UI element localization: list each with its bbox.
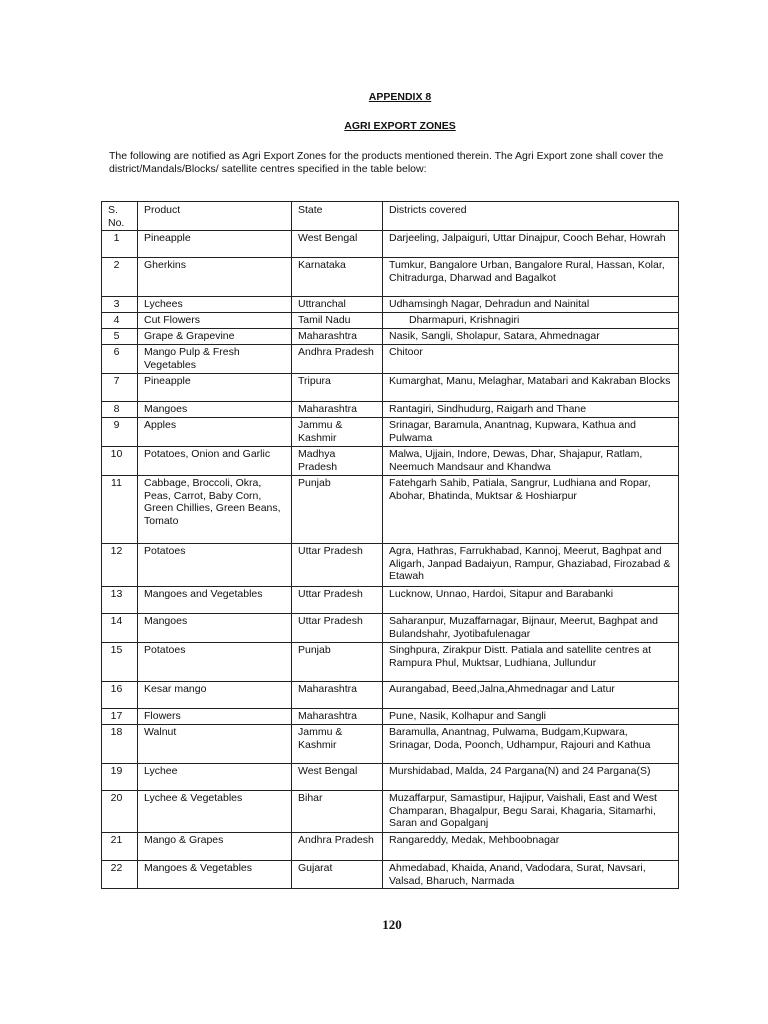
cell-districts: Rantagiri, Sindhudurg, Raigarh and Thane (383, 402, 679, 418)
table-row (102, 447, 679, 476)
cell-product: Mangoes (138, 402, 292, 418)
cell-state: Uttar Pradesh (292, 614, 383, 643)
cell-districts: Saharanpur, Muzaffarnagar, Bijnaur, Meerut, Baghpat and Bulandshahr, Jyotibafulenagar (383, 614, 679, 643)
cell-state: Maharashtra (292, 329, 383, 345)
table-row (102, 544, 679, 587)
cell-sno: 17 (102, 709, 138, 725)
cell-product: Cut Flowers (138, 313, 292, 329)
cell-districts: Agra, Hathras, Farrukhabad, Kannoj, Meerut, Baghpat and Aligarh, Janpad Badaiyun, Rampur, Ghaziabad, Firozabad & Etawah (383, 544, 679, 587)
cell-sno: 19 (102, 764, 138, 791)
cell-sno: 12 (102, 544, 138, 587)
cell-product: Walnut (138, 725, 292, 764)
cell-districts: Kumarghat, Manu, Melaghar, Matabari and Kakraban Blocks (383, 374, 679, 402)
cell-state: Jammu & Kashmir (292, 418, 383, 447)
cell-sno: 13 (102, 587, 138, 614)
cell-product: Gherkins (138, 258, 292, 297)
page-title: AGRI EXPORT ZONES (344, 120, 456, 132)
cell-districts: Malwa, Ujjain, Indore, Dewas, Dhar, Shajapur, Ratlam, Neemuch Mandsaur and Khandwa (383, 447, 679, 476)
table-body (102, 231, 679, 889)
cell-sno: 15 (102, 643, 138, 682)
page-number: 120 (382, 917, 402, 932)
cell-districts: Lucknow, Unnao, Hardoi, Sitapur and Barabanki (383, 587, 679, 614)
cell-state: West Bengal (292, 764, 383, 791)
cell-sno: 21 (102, 833, 138, 861)
table-row (102, 725, 679, 764)
cell-product: Kesar mango (138, 682, 292, 709)
agri-export-zones-table (101, 201, 679, 889)
cell-districts: Tumkur, Bangalore Urban, Bangalore Rural, Hassan, Kolar, Chitradurga, Dharwad and Bagalkot (383, 258, 679, 297)
cell-state: Andhra Pradesh (292, 833, 383, 861)
cell-sno: 14 (102, 614, 138, 643)
cell-districts: Muzaffarpur, Samastipur, Hajipur, Vaishali, East and West Champaran, Bhagalpur, Begu Sarai, Khagaria, Sitamarhi, Saran and Gopalganj (383, 791, 679, 833)
cell-product: Apples (138, 418, 292, 447)
table-row (102, 231, 679, 258)
cell-state: Andhra Pradesh (292, 345, 383, 374)
cell-product: Pineapple (138, 374, 292, 402)
cell-state: Uttar Pradesh (292, 544, 383, 587)
cell-product: Mangoes and Vegetables (138, 587, 292, 614)
intro-paragraph: The following are notified as Agri Export Zones for the products mentioned therein. The Agri Export zone shall cover the district/Mandals/Blocks/ satellite centres specified in the table below: (109, 150, 664, 175)
cell-state: West Bengal (292, 231, 383, 258)
cell-state: Punjab (292, 476, 383, 544)
table-row (102, 764, 679, 791)
table-row (102, 682, 679, 709)
cell-districts: Darjeeling, Jalpaiguri, Uttar Dinajpur, Cooch Behar, Howrah (383, 231, 679, 258)
cell-districts: Rangareddy, Medak, Mehboobnagar (383, 833, 679, 861)
cell-product: Mango & Grapes (138, 833, 292, 861)
cell-product: Lychee (138, 764, 292, 791)
cell-product: Potatoes, Onion and Garlic (138, 447, 292, 476)
cell-product: Pineapple (138, 231, 292, 258)
appendix-heading: APPENDIX 8 (368, 91, 432, 103)
cell-districts: Nasik, Sangli, Sholapur, Satara, Ahmednagar (383, 329, 679, 345)
header-product: Product (138, 202, 292, 231)
cell-state: Punjab (292, 643, 383, 682)
table-row (102, 587, 679, 614)
cell-districts: Aurangabad, Beed,Jalna,Ahmednagar and Latur (383, 682, 679, 709)
cell-product: Flowers (138, 709, 292, 725)
cell-districts: Murshidabad, Malda, 24 Pargana(N) and 24 Pargana(S) (383, 764, 679, 791)
cell-sno: 1 (102, 231, 138, 258)
cell-districts: Baramulla, Anantnag, Pulwama, Budgam,Kupwara, Srinagar, Doda, Poonch, Udhampur, Rajouri and Kathua (383, 725, 679, 764)
cell-sno: 5 (102, 329, 138, 345)
table-row (102, 614, 679, 643)
table-row (102, 258, 679, 297)
cell-product: Potatoes (138, 544, 292, 587)
cell-product: Lychees (138, 297, 292, 313)
cell-districts: Srinagar, Baramula, Anantnag, Kupwara, Kathua and Pulwama (383, 418, 679, 447)
cell-state: Uttranchal (292, 297, 383, 313)
cell-districts: Fatehgarh Sahib, Patiala, Sangrur, Ludhiana and Ropar, Abohar, Bhatinda, Muktsar & Hoshiarpur (383, 476, 679, 544)
table-row (102, 833, 679, 861)
cell-state: Maharashtra (292, 402, 383, 418)
cell-state: Madhya Pradesh (292, 447, 383, 476)
table-row (102, 791, 679, 833)
cell-sno: 2 (102, 258, 138, 297)
cell-districts: Singhpura, Zirakpur Distt. Patiala and satellite centres at Rampura Phul, Muktsar, Ludhiana, Jullundur (383, 643, 679, 682)
cell-sno: 20 (102, 791, 138, 833)
table-row (102, 345, 679, 374)
cell-product: Grape & Grapevine (138, 329, 292, 345)
cell-product: Cabbage, Broccoli, Okra, Peas, Carrot, Baby Corn, Green Chillies, Green Beans, Tomato (138, 476, 292, 544)
cell-sno: 6 (102, 345, 138, 374)
cell-districts: Pune, Nasik, Kolhapur and Sangli (383, 709, 679, 725)
cell-product: Potatoes (138, 643, 292, 682)
cell-districts: Chitoor (383, 345, 679, 374)
cell-state: Bihar (292, 791, 383, 833)
cell-sno: 4 (102, 313, 138, 329)
cell-sno: 18 (102, 725, 138, 764)
cell-sno: 3 (102, 297, 138, 313)
cell-sno: 8 (102, 402, 138, 418)
cell-state: Tamil Nadu (292, 313, 383, 329)
cell-state: Maharashtra (292, 709, 383, 725)
cell-product: Lychee & Vegetables (138, 791, 292, 833)
table-row (102, 861, 679, 889)
cell-state: Gujarat (292, 861, 383, 889)
cell-sno: 11 (102, 476, 138, 544)
cell-product: Mangoes & Vegetables (138, 861, 292, 889)
cell-sno: 9 (102, 418, 138, 447)
header-districts: Districts covered (383, 202, 679, 231)
table-row (102, 418, 679, 447)
table-header-row (102, 202, 679, 231)
cell-state: Uttar Pradesh (292, 587, 383, 614)
cell-districts: Ahmedabad, Khaida, Anand, Vadodara, Surat, Navsari, Valsad, Bharuch, Narmada (383, 861, 679, 889)
cell-sno: 7 (102, 374, 138, 402)
table-row (102, 297, 679, 313)
cell-state: Karnataka (292, 258, 383, 297)
cell-product: Mangoes (138, 614, 292, 643)
table-row (102, 709, 679, 725)
cell-state: Tripura (292, 374, 383, 402)
table-row (102, 313, 679, 329)
table-row (102, 476, 679, 544)
cell-sno: 10 (102, 447, 138, 476)
cell-districts: Udhamsingh Nagar, Dehradun and Nainital (383, 297, 679, 313)
table-row (102, 643, 679, 682)
cell-product: Mango Pulp & Fresh Vegetables (138, 345, 292, 374)
table-row (102, 402, 679, 418)
table-row (102, 374, 679, 402)
cell-districts: Dharmapuri, Krishnagiri (383, 313, 679, 329)
cell-state: Jammu & Kashmir (292, 725, 383, 764)
cell-sno: 22 (102, 861, 138, 889)
header-state: State (292, 202, 383, 231)
cell-state: Maharashtra (292, 682, 383, 709)
cell-sno: 16 (102, 682, 138, 709)
table-row (102, 329, 679, 345)
header-sno: S. No. (102, 202, 138, 231)
